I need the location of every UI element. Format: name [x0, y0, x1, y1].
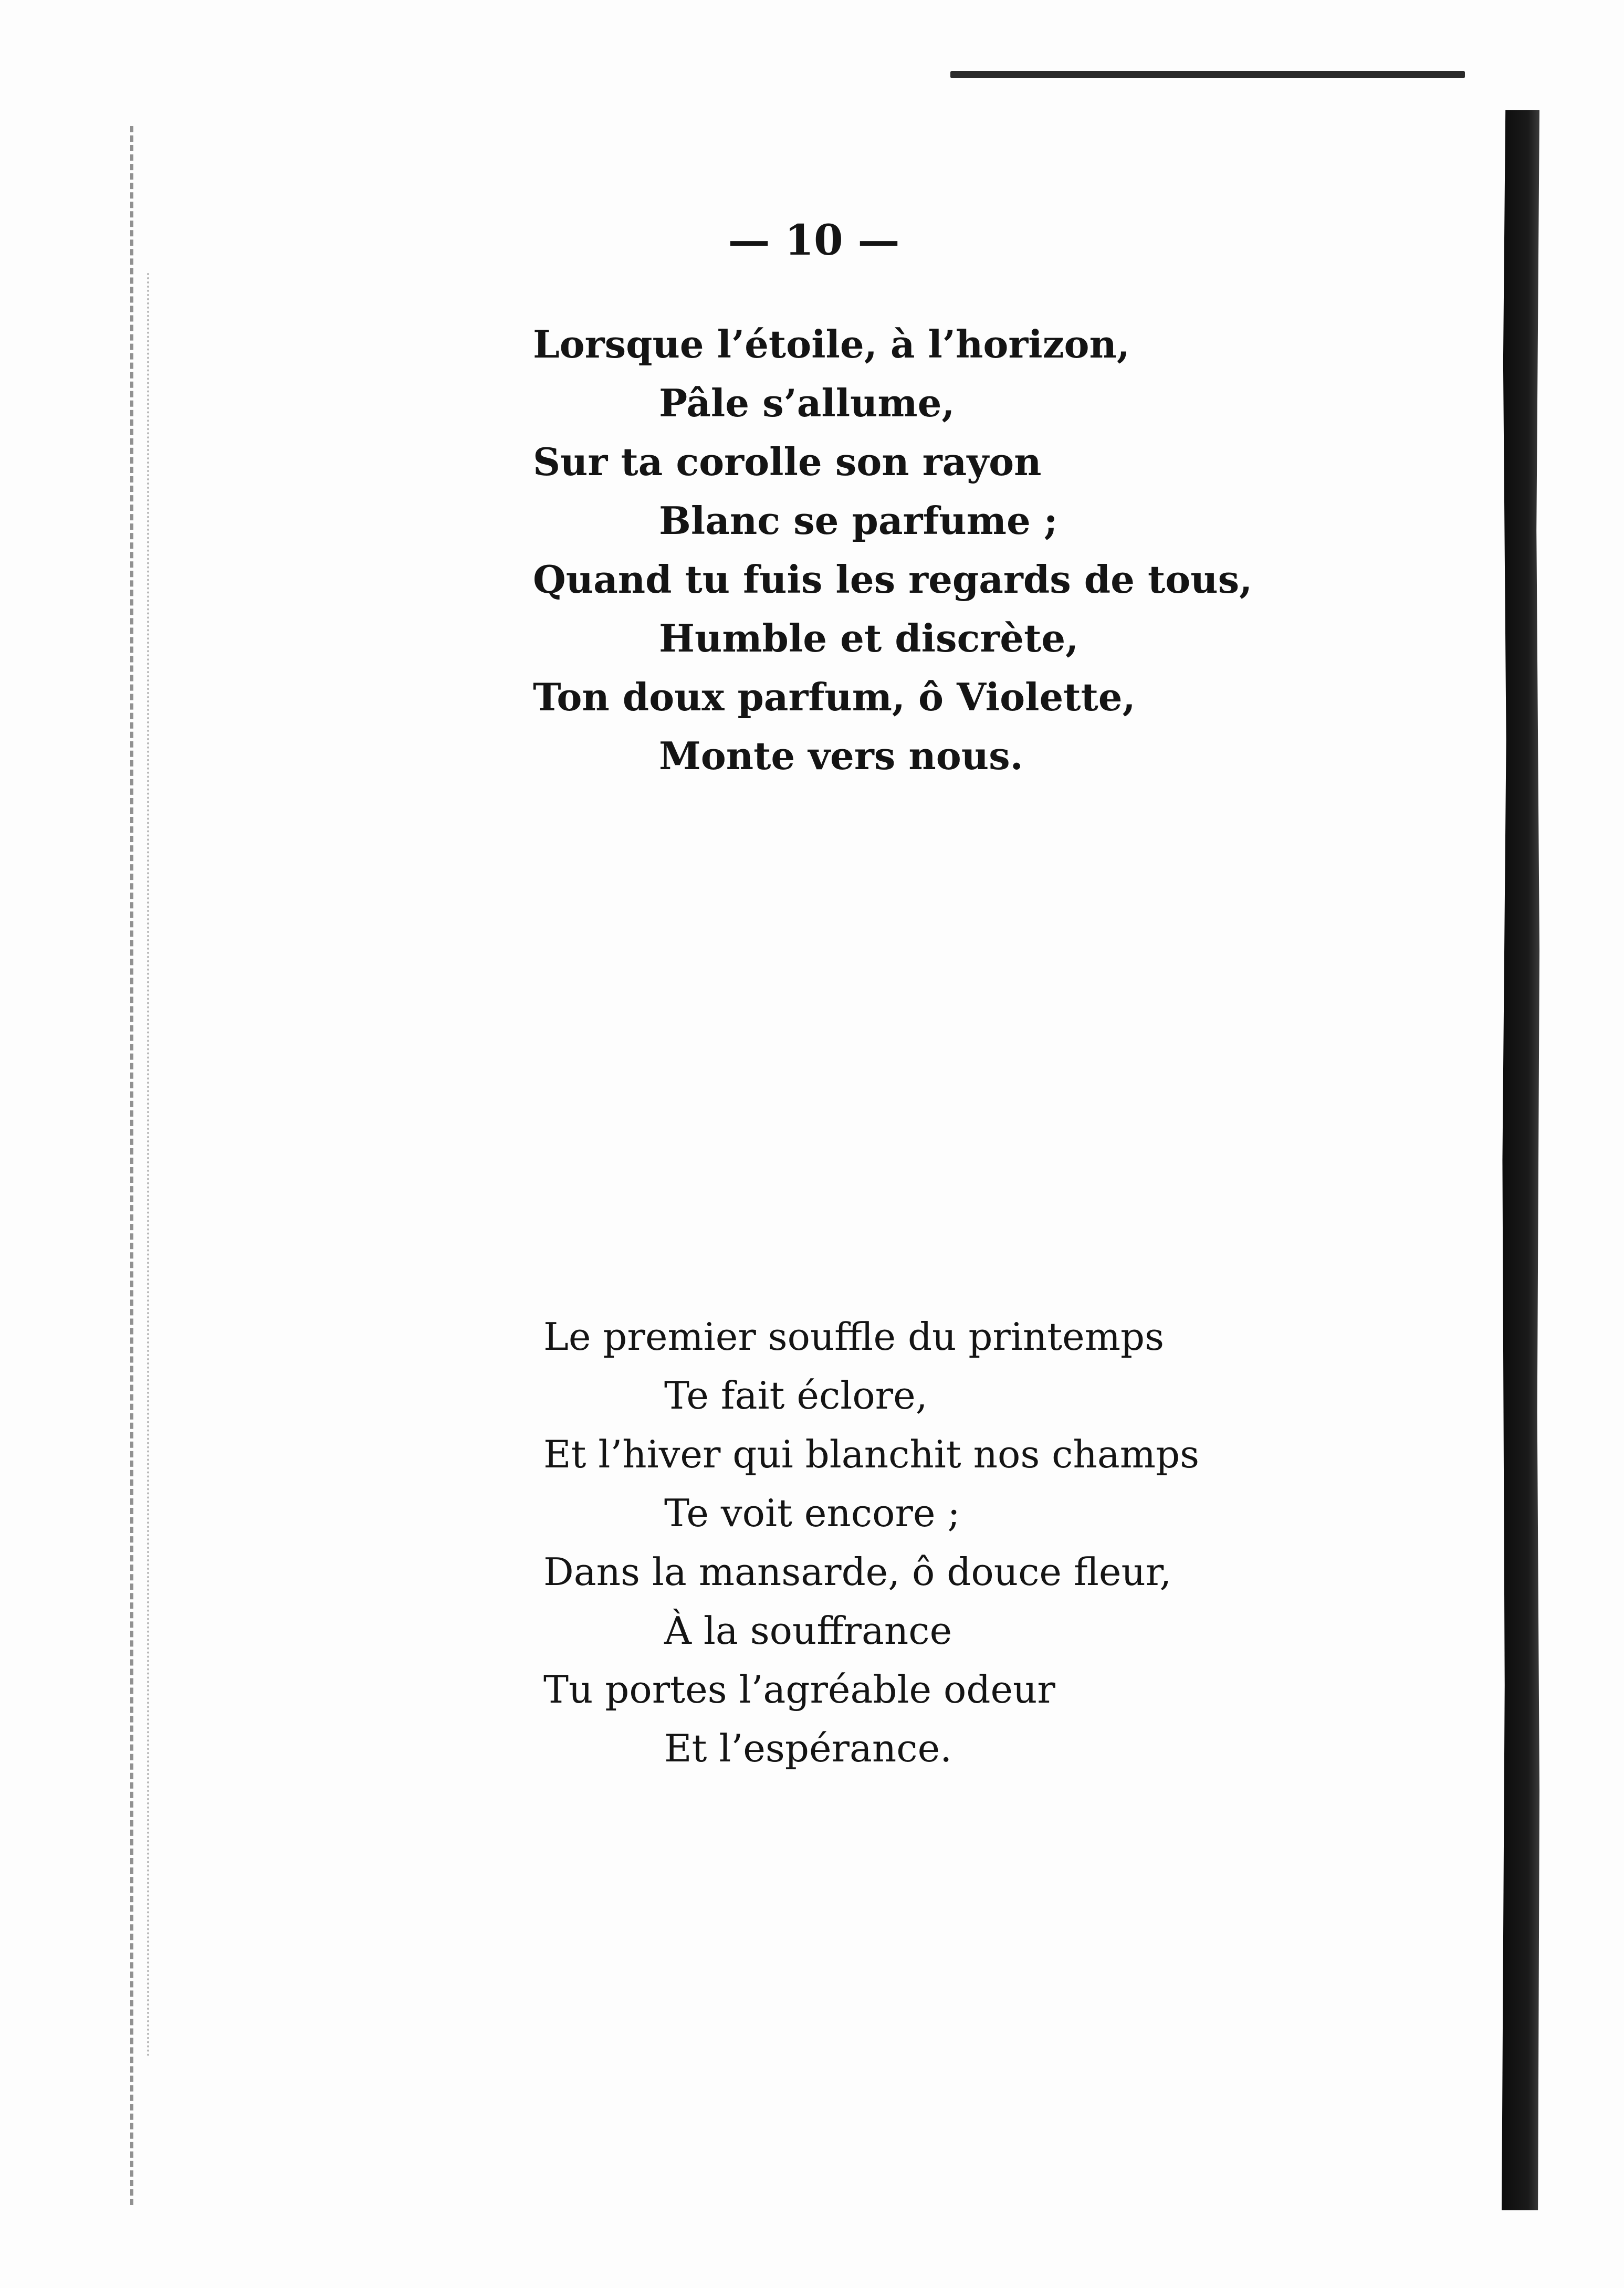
verse-line: Te voit encore ; [664, 1491, 960, 1535]
verse-line: Tu portes l’agréable odeur [543, 1667, 1055, 1712]
verse-line: Sur ta corolle son rayon [533, 439, 1042, 484]
scan-top-rule [950, 71, 1465, 78]
verse-line: Te fait éclore, [664, 1373, 928, 1418]
verse-line: Et l’hiver qui blanchit nos champs [543, 1432, 1200, 1476]
verse-line: Lorsque l’étoile, à l’horizon, [533, 322, 1130, 366]
verse-line: Le premier souffle du printemps [543, 1315, 1165, 1359]
verse-line: À la souffrance [664, 1609, 952, 1653]
verse-line: Quand tu fuis les regards de tous, [533, 557, 1253, 602]
verse-line: Ton doux parfum, ô Violette, [533, 675, 1136, 719]
verse-line: Dans la mansarde, ô douce fleur, [543, 1550, 1172, 1594]
scan-binding-shadow [1502, 110, 1539, 2210]
verse-line: Blanc se parfume ; [659, 498, 1058, 543]
scan-left-edge [130, 126, 144, 2205]
verse-line: Humble et discrète, [659, 616, 1079, 660]
stanza-2 [543, 1307, 1199, 1778]
stanza-1 [533, 315, 1252, 785]
verse-line: Pâle s’allume, [659, 381, 955, 425]
page-number: — 10 — [728, 215, 900, 265]
verse-line: Et l’espérance. [664, 1726, 952, 1770]
scan-left-edge-inner [147, 273, 154, 2058]
verse-line: Monte vers nous. [659, 733, 1023, 778]
